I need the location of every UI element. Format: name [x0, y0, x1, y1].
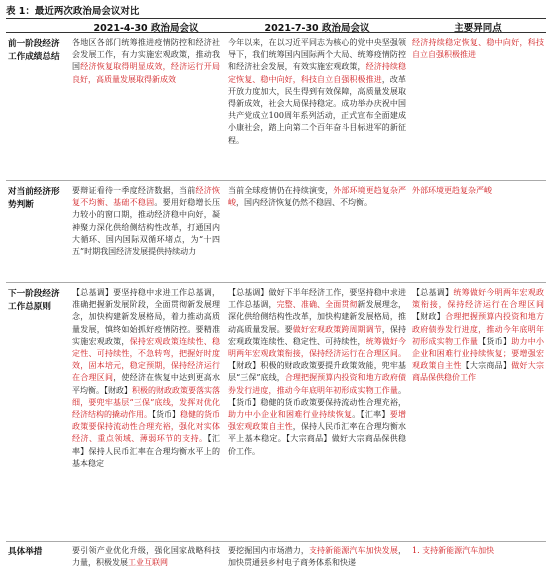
- cell-text: 新发展理念，深化供给侧结构性改革，加快构建新发展格局，推动高质量发展。要: [228, 300, 407, 334]
- highlighted-text: 支持新能源汽车加快发展: [308, 546, 398, 555]
- highlighted-text: 经济恢复不均衡、基础不稳固: [72, 186, 221, 208]
- cell-text: 【货币】: [478, 336, 512, 346]
- cell-text: 【大宗商品】: [461, 361, 512, 371]
- cell-text: ，保持人民币汇率在合理均衡水平上基本稳定。: [228, 422, 407, 444]
- highlighted-text: 稳健的货币政策要保持流动性合理充裕，强化对实体经济、重点领域、薄弱环节的支持。: [72, 410, 220, 444]
- cell-text: 凝神聚力深化供给侧结构性改革，打通国内大循环、国内国际双循环堵点，为“十四五”时期我国经济发展提供持续动力: [72, 210, 220, 257]
- cell-text: 【汇率】: [360, 410, 390, 420]
- cell-text: ，保持宏观政策连续性、稳定性、可持续性，: [228, 324, 407, 346]
- row-label-principles: 下一阶段经济工作总原则: [8, 289, 60, 312]
- cell-text: 【财政】: [412, 312, 446, 322]
- cell-text: ，加快贯通县乡村电子商务体系和快递: [228, 546, 406, 568]
- cell-text: 【货币】稳健的货币政策要保持流动性合理充裕，: [228, 397, 406, 407]
- cell-text: 今年以来，在以习近平同志为核心的党中央坚强领导下，我们统筹国内国际两个大局、统筹疫情防控和经济社会发展，有效实施宏观政策，: [228, 38, 406, 72]
- cell-text: ，国内经济恢复仍然不稳固、不均衡。: [236, 198, 372, 208]
- highlighted-text: 外部环境更趋复杂严峻: [412, 186, 492, 195]
- cell-text: 当前全球疫情仍在持续演变，: [228, 186, 334, 195]
- cell-text: 要引领产业优化升级，强化国家战略科技力量，积极发展: [72, 546, 220, 568]
- highlighted-text: 统筹做好今明两年宏观政策衔接，保持经济运行在合理区间。: [228, 336, 407, 359]
- row-principles-april: [72, 287, 220, 470]
- row-situation-april: [72, 185, 220, 258]
- table-top-rule: [6, 18, 546, 19]
- cell-text: 。: [398, 385, 406, 395]
- row-principles-july: [228, 287, 406, 458]
- row-summary-april: [72, 37, 220, 86]
- cell-text: 。: [352, 410, 361, 420]
- highlighted-text: 合理把握预算内投资和地方政府债券发行进度，推动今年底明年初形成实物工作量: [412, 312, 545, 346]
- row-measures-april: [72, 545, 220, 569]
- highlighted-text: 外部环境更趋复杂严峻: [228, 186, 407, 208]
- highlighted-text: 合理把握预算内投资和地方政府债券发行进度，推动今年底明年初形成实物工作量: [228, 373, 406, 395]
- header-rule: [6, 32, 546, 33]
- cell-text: 【总基调】: [412, 288, 454, 297]
- cell-text: ，改革开放力度加大，民生得到有效保障，高质量发展取得新成效，社会大局保持稳定。成功举办庆祝中国共产党成立100周年系列活动，正式宣布全面建成小康社会，踏上向第二个百年奋斗目标进军的新征程。: [228, 74, 407, 145]
- row-measures-diff: [412, 545, 544, 557]
- header-col-april: 2021-4-30 政治局会议: [93, 23, 199, 34]
- row-label-situation: 对当前经济形势判断: [8, 187, 60, 210]
- header-col-july: 2021-7-30 政治局会议: [264, 23, 370, 34]
- row-situation-diff: [412, 185, 544, 197]
- highlighted-text: 积极的财政政策要落实落细，要兜牢基层“三保”底线，发挥对优化经济结构的撬动作用。: [72, 385, 220, 420]
- row-separator: [6, 541, 546, 542]
- cell-text: 【总基调】要坚持稳中求进工作总基调，准确把握新发展阶段，全面贯彻新发展理念，加快构建新发展格局，着力推动高质量发展，慎终如始抓好疫情防控。要精准实施宏观政策，: [72, 288, 220, 346]
- row-label-summary: 前一阶段经济工作成绩总结: [8, 39, 60, 62]
- cell-text: 【总基调】做好下半年经济工作，要坚持稳中求进工作总基调，: [228, 288, 406, 310]
- cell-text: 。要用好稳增长压力较小的窗口期，推动经济稳中向好，: [72, 198, 221, 220]
- row-separator: [6, 282, 546, 283]
- row-label-measures: 具体举措: [8, 547, 43, 557]
- highlighted-text: 工业互联网: [128, 558, 168, 568]
- cell-text: 各地区各部门统筹推进疫情防控和经济社会发展工作，有力实施宏观政策，推动我国: [72, 38, 220, 72]
- cell-text: 【汇率】保持人民币汇率在合理均衡水平上的基本稳定: [72, 434, 221, 468]
- cell-text: ，使经济在恢复中达到更高水平均衡。: [72, 373, 221, 395]
- cell-text: 【财政】: [104, 385, 132, 395]
- highlighted-text: 保持宏观政策连续性、稳定性、可持续性，不急转弯，把握好时度效，固本培元，稳定预期，保持经济运行在合理区间: [72, 336, 221, 383]
- row-principles-diff: [412, 287, 544, 385]
- highlighted-text: 经济持续稳定恢复、稳中向好，科技自立自强积极推进: [228, 62, 407, 84]
- highlighted-text: 要增强宏观政策自主性: [228, 410, 407, 432]
- highlighted-text: 助力中小企业和困难行业持续恢复: [228, 410, 353, 420]
- row-summary-diff: [412, 37, 544, 61]
- row-summary-july: [228, 37, 406, 147]
- cell-text: 【货币】: [152, 410, 180, 420]
- highlighted-text: 经济持续稳定恢复、稳中向好，科技自立自强积极推进: [412, 38, 544, 60]
- highlighted-text: 1. 支持新能源汽车加快: [412, 546, 495, 555]
- row-measures-july: [228, 545, 406, 569]
- highlighted-text: 做好宏观政策跨周期调节: [292, 324, 382, 334]
- row-separator: [6, 180, 546, 181]
- cell-text: 【大宗商品】做好大宗商品保供稳价工作。: [228, 434, 406, 456]
- highlighted-text: 统筹做好今明两年宏观政策衔接，保持经济运行在合理区间: [412, 288, 545, 310]
- cell-text: 要辩证看待一季度经济数据，当前: [72, 186, 196, 195]
- highlighted-text: 完整、准确、全面贯彻: [276, 300, 358, 310]
- highlighted-text: 做好大宗商品保供稳价工作: [412, 361, 545, 383]
- cell-text: 要挖掘国内市场潜力，: [228, 546, 309, 555]
- highlighted-text: 经济恢复取得明显成效，经济运行开局良好，高质量发展取得新成效: [72, 62, 221, 84]
- cell-text: 【财政】积极的财政政策要提升政策效能，兜牢基层“三保”底线，: [228, 361, 406, 383]
- row-situation-july: [228, 185, 406, 209]
- header-col-differences: 主要异同点: [454, 23, 502, 34]
- highlighted-text: 助力中小企业和困难行业持续恢复；要增强宏观政策自主性: [412, 336, 545, 371]
- table-caption: 表 1：最近两次政治局会议对比: [6, 6, 140, 17]
